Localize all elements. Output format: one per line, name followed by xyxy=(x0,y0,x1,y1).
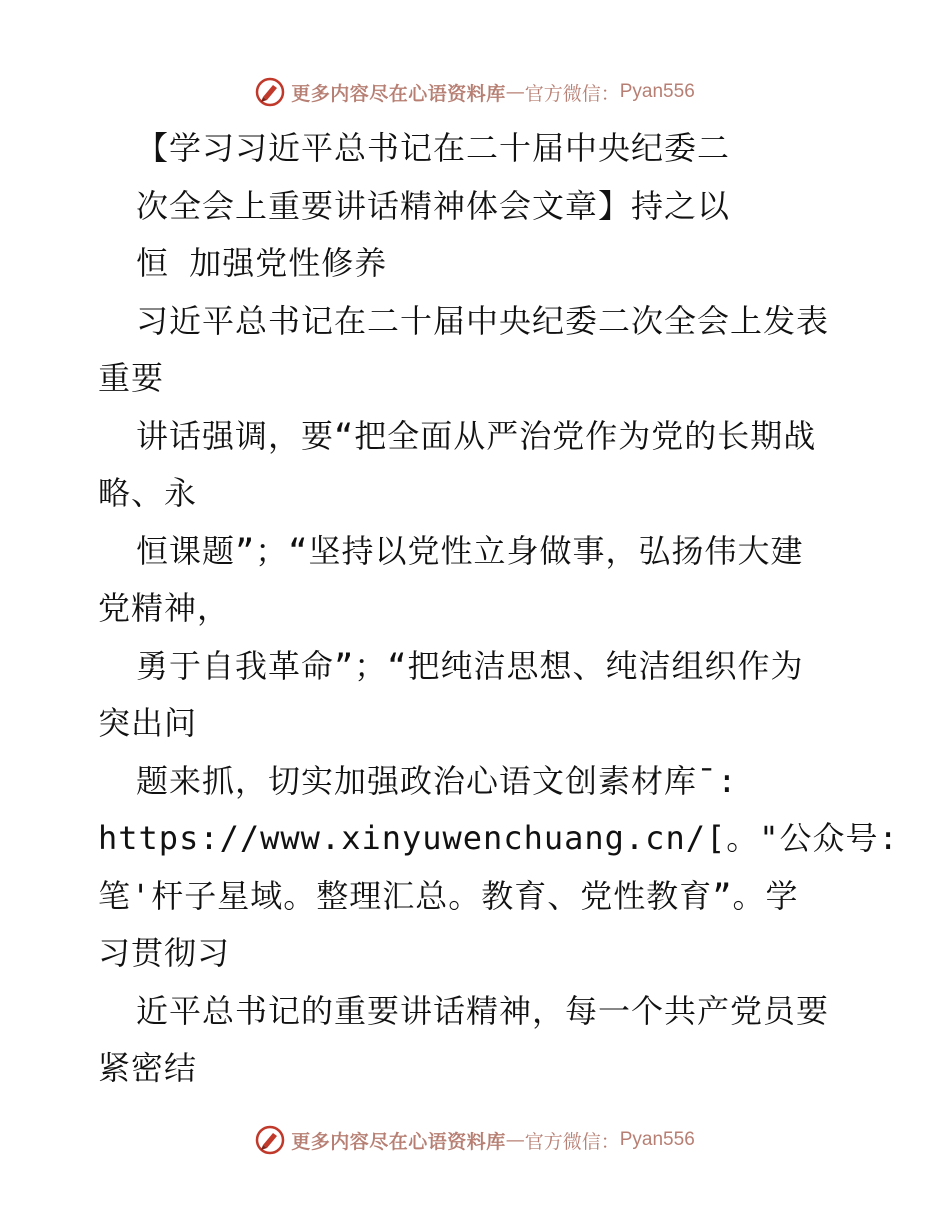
pen-logo-icon xyxy=(255,77,285,107)
banner-text: 更多内容尽在心语资料库 xyxy=(291,82,506,105)
header-watermark xyxy=(0,72,950,112)
paragraph-line: 讲话强调，要“把全面从严治党作为党的长期战 xyxy=(136,416,817,455)
pen-logo-icon xyxy=(255,1125,285,1155)
document-body xyxy=(98,120,899,1098)
paragraph-line: 党精神， xyxy=(98,589,231,627)
paragraph-line: 习近平总书记在二十届中央纪委二次全会上发表 xyxy=(136,301,830,340)
title-line: 【学习习近平总书记在二十届中央纪委二 xyxy=(136,129,731,167)
banner-wechat-label: 官方微信： xyxy=(524,82,620,105)
banner-wechat-id: Pyan556 xyxy=(619,81,695,102)
title-line: 恒 加强党性修养 xyxy=(136,244,388,282)
banner-wechat-id: Pyan556 xyxy=(619,1129,695,1150)
paragraph-line: 勇于自我革命”；“把纯洁思想、纯洁组织作为 xyxy=(136,646,804,685)
paragraph-line: https://www.xinyuwenchuang.cn/[。"公众号: xyxy=(98,819,899,857)
paragraph-line: 突出问 xyxy=(98,704,198,742)
paragraph-line: 笔'杆子星域。整理汇总。教育、党性教育”。学 xyxy=(98,876,799,915)
paragraph-line: 习贯彻习 xyxy=(98,934,231,972)
banner-wechat-label: 官方微信： xyxy=(524,1130,620,1153)
paragraph-line: 紧密结 xyxy=(98,1049,198,1087)
paragraph-line: 近平总书记的重要讲话精神，每一个共产党员要 xyxy=(136,991,830,1030)
paragraph-line: 恒课题”；“坚持以党性立身做事，弘扬伟大建 xyxy=(136,531,804,570)
banner-separator: — xyxy=(505,1129,525,1151)
footer-watermark xyxy=(0,1120,950,1160)
banner-separator: — xyxy=(505,81,525,103)
paragraph-line: 重要 xyxy=(98,359,165,397)
paragraph-line: 题来抓，切实加强政治心语文创素材库¯: xyxy=(136,761,738,800)
banner-text: 更多内容尽在心语资料库 xyxy=(291,1130,506,1153)
title-line: 次全会上重要讲话精神体会文章】持之以 xyxy=(136,186,731,225)
paragraph-line: 略、永 xyxy=(98,474,198,512)
